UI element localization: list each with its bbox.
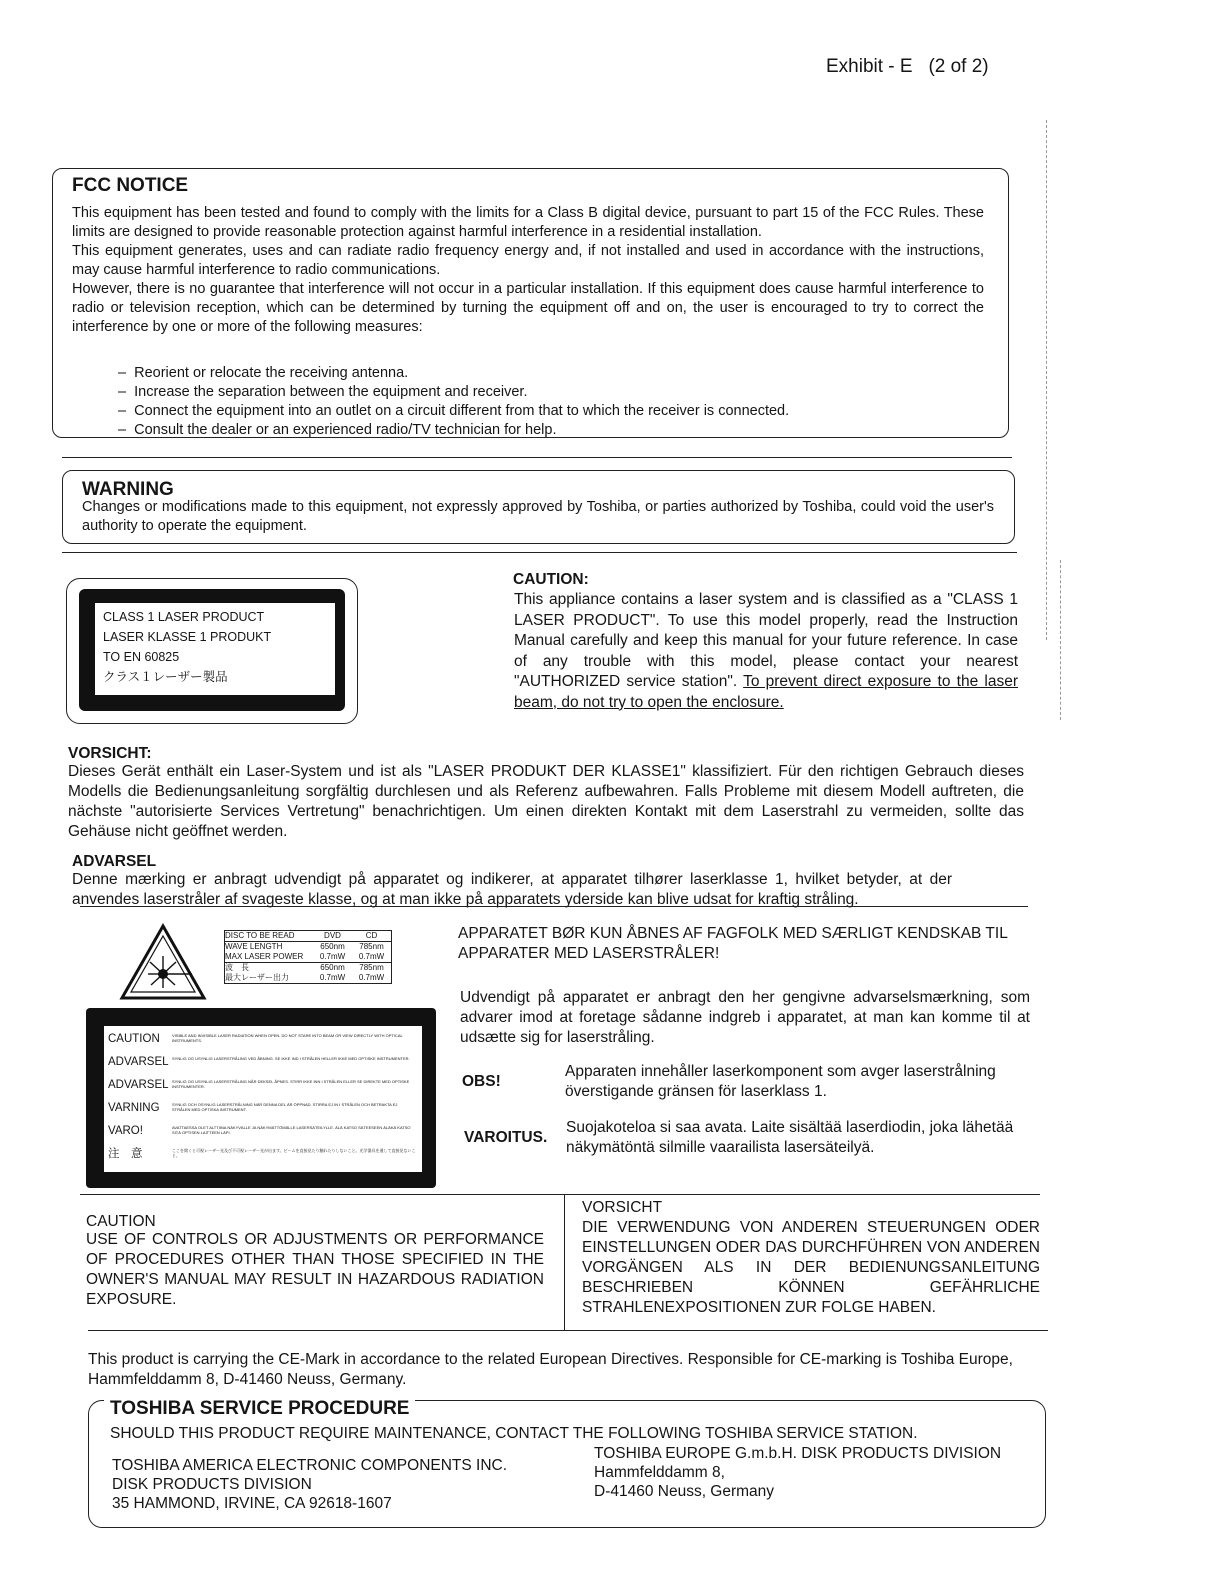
ce-mark-text: This product is carrying the CE-Mark in accordance to the related European Directives. Responsible for CE-marking is Toshiba Europe, Hammfelddamm 8, D-41460 Neuss, Germany.	[88, 1351, 1013, 1388]
exhibit-header	[826, 56, 989, 78]
warning-label-text: AVATTAESSA OLET ALTTIINA NÄKYVÄLLE JA NÄKYMÄTTÖMÄLLE LASERSÄTEILYLLE. ÄLÄ KATSO SÄTEESEEN ÄLÄKÄ KATSO SITÄ OPTISEN LAITTEEN LÄPI.	[172, 1125, 411, 1135]
table-cell: 0.7mW	[358, 952, 385, 961]
list-item: – Increase the separation between the equipment and receiver.	[118, 383, 978, 402]
warning-label-language: VARNING	[108, 1102, 160, 1114]
advarsel-heading: ADVARSEL	[72, 853, 157, 870]
service-address-america	[112, 1456, 552, 1513]
fcc-notice-title: FCC NOTICE	[66, 175, 194, 197]
table-cell: WAVE LENGTH	[225, 942, 283, 951]
table-row	[225, 931, 391, 942]
laser-label-line: CLASS 1 LASER PRODUCT	[103, 610, 265, 624]
multilingual-warning-label	[86, 1008, 436, 1188]
address-line: Hammfelddamm 8,	[594, 1464, 725, 1481]
caution-text: This appliance contains a laser system and is classified as a "CLASS 1 LASER PRODUCT". To use this model properly, read the Instruction Manual carefully and keep this manual for your future reference. In case of any trouble with this model, please contact your nearest "AUTHORIZED service station".	[514, 591, 1018, 690]
table-header: DVD	[324, 931, 341, 940]
laser-label-plate	[79, 589, 345, 711]
warning-label-language: VARO!	[108, 1125, 143, 1137]
service-address-europe	[594, 1444, 1034, 1501]
vorsicht-controls-text: DIE VERWENDUNG VON ANDEREN STEUERUNGEN ODER EINSTELLUNGEN ODER DAS DURCHFÜHREN VON ANDEREN VORGÄNGEN ALS IN DER BEDIENUNGSANLEITUNG BESCHRIEBEN KÖNNEN GEFÄHRLICHE STRAHLENEXPOSITIONEN ZUR FOLGE HABEN.	[582, 1219, 1040, 1316]
table-cell: 650nm	[320, 963, 345, 972]
divider	[88, 1330, 1048, 1331]
warning-label-text: VISIBLE AND INVISIBLE LASER RADIATION WHEN OPEN. DO NOT STARE INTO BEAM OR VIEW DIRECTLY WITH OPTICAL INSTRUMENTS.	[172, 1033, 403, 1043]
warning-label-row	[108, 1051, 422, 1074]
divider	[80, 1194, 1040, 1195]
advarsel-text: Denne mærking er anbragt udvendigt på apparatet og indikerer, at apparatet tilhører laserklasse 1, hvilket betyder, at der anvendes laserstråler af svageste klasse, og at man ikke på apparatets yderside kan blive udsat for kraftig stråling.	[72, 871, 952, 908]
address-line: D-41460 Neuss, Germany	[594, 1483, 775, 1500]
nordic-danish-text: Udvendigt på apparatet er anbragt den her gengivne advarselsmærkning, som advarer imod at foretage sådanne indgreb i apparatet, at man kan komme til at udsætte sig for laserstråling.	[460, 989, 1030, 1046]
nordic-heading: APPARATET BØR KUN ÅBNES AF FAGFOLK MED SÆRLIGT KENDSKAB TIL APPARATER MED LASERSTRÅLER!	[458, 925, 1008, 962]
warning-label-text: ここを開くと可視レーザー光及び不可視レーザー光が出ます。ビームを直接見たり触れたりしないこと。光学器具を通して直接見ないこと。	[172, 1148, 416, 1158]
caution-text-block	[514, 590, 1018, 713]
warning-label-row	[108, 1028, 422, 1051]
fcc-paragraph: This equipment has been tested and found to comply with the limits for a Class B digital device, pursuant to part 15 of the FCC Rules. These limits are designed to provide reasonable protection against harmful interference in a residential installation.	[72, 205, 984, 240]
fcc-measures-list	[118, 364, 978, 440]
service-procedure-title: TOSHIBA SERVICE PROCEDURE	[104, 1398, 415, 1420]
caution-controls-heading: CAUTION	[86, 1213, 156, 1230]
list-item: – Reorient or relocate the receiving antenna.	[118, 364, 978, 383]
obs-text: Apparaten innehåller laserkomponent som avger laserstrålning överstigande gränsen för laserklass 1.	[565, 1063, 996, 1100]
class1-laser-label	[66, 578, 358, 724]
warning-label-language: ADVARSEL	[108, 1056, 169, 1068]
table-cell: 785nm	[359, 942, 384, 951]
column-divider	[564, 1194, 565, 1330]
list-item: – Consult the dealer or an experienced radio/TV technician for help.	[118, 421, 978, 440]
table-cell: 最大レーザー出力	[225, 973, 289, 982]
laser-hazard-icon	[118, 922, 208, 1002]
divider	[62, 457, 1012, 458]
table-cell: 0.7mW	[358, 973, 385, 982]
caution-underlined-text: To prevent direct exposure to the laser beam, do not try to open the enclosure.	[514, 673, 1018, 711]
table-cell: 650nm	[320, 942, 345, 951]
fcc-paragraph: However, there is no guarantee that interference will not occur in a particular installation. If this equipment does cause harmful interference to radio or television reception, which can be determined by turning the equipment off and on, the user is encouraged to try to correct the interference by one or more of the following measures:	[72, 281, 984, 335]
varoitus-text: Suojakoteloa si saa avata. Laite sisältää laserdiodin, joka lähetää näkymätöntä silmille vaarailista lasersäteilyä.	[566, 1119, 1014, 1156]
table-header: CD	[365, 931, 378, 940]
table-cell: 波 長	[225, 963, 249, 972]
list-item: – Connect the equipment into an outlet on a circuit different from that to which the receiver is connected.	[118, 402, 978, 421]
table-cell: 785nm	[359, 963, 384, 972]
address-line: TOSHIBA AMERICA ELECTRONIC COMPONENTS INC.	[112, 1457, 508, 1474]
fcc-paragraph: This equipment generates, uses and can radiate radio frequency energy and, if not installed and used in accordance with the instructions, may cause harmful interference to radio communications.	[72, 243, 984, 278]
warning-label-language: CAUTION	[108, 1033, 160, 1045]
divider	[62, 552, 1017, 553]
warning-label-language: 注 意	[108, 1148, 143, 1160]
warning-label-text: SYNLIG OG USYNLIG LASERSTRÅLING NÅR DEKSEL ÅPNES. STIRR IKKE INN I STRÅLEN ELLER SE DIREKTE MED OPTISKE INSTRUMENTER.	[172, 1079, 410, 1089]
divider	[80, 906, 1028, 907]
table-cell: 0.7mW	[319, 973, 346, 982]
caution-controls-text: USE OF CONTROLS OR ADJUSTMENTS OR PERFORMANCE OF PROCEDURES OTHER THAN THOSE SPECIFIED IN THE OWNER'S MANUAL MAY RESULT IN HAZARDOUS RADIATION EXPOSURE.	[86, 1231, 544, 1308]
scan-margin-mark	[1060, 560, 1061, 720]
service-intro: SHOULD THIS PRODUCT REQUIRE MAINTENANCE, CONTACT THE FOLLOWING TOSHIBA SERVICE STATION.	[110, 1425, 918, 1442]
warning-text: Changes or modifications made to this equipment, not expressly approved by Toshiba, or parties authorized by Toshiba, could void the user's authority to operate the equipment.	[82, 499, 994, 534]
address-line: DISK PRODUCTS DIVISION	[112, 1476, 312, 1493]
warning-label-panel	[104, 1026, 422, 1172]
scan-margin-mark	[1046, 120, 1047, 640]
warning-label-text: SYNLIG OG USYNLIG LASERSTRÅLING VED ÅBNING. SE IKKE IND I STRÅLEN HELLER IKKE MED OPTISKE INSTRUMENTER.	[172, 1056, 410, 1061]
vorsicht-text: Dieses Gerät enthält ein Laser-System und ist als "LASER PRODUKT DER KLASSE1" klassifiziert. Für den richtigen Gebrauch dieses Modells die Bedienungsanleitung sorgfältig durchlesen und als Referenz aufbewahren. Falls Probleme mit diesem Modell auftreten, die nächste "autorisierte Services Vertretung" benachrichtigen. Um einen direkten Kontakt mit dem Laserstrahl zu vermeiden, sollte das Gehäuse nicht geöffnet werden.	[68, 763, 1024, 840]
vorsicht-heading: VORSICHT:	[68, 745, 152, 762]
laser-label-line: TO EN 60825	[103, 650, 180, 664]
table-cell: 0.7mW	[319, 952, 346, 961]
table-header: DISC TO BE READ	[225, 931, 295, 940]
laser-label-line: クラス１レーザー製品	[103, 670, 228, 684]
warning-label-row	[108, 1143, 422, 1166]
warning-label-language: ADVARSEL	[108, 1079, 169, 1091]
warning-label-row	[108, 1097, 422, 1120]
table-row	[225, 942, 391, 952]
warning-label-row	[108, 1074, 422, 1097]
table-row	[225, 973, 391, 983]
table-cell: MAX LASER POWER	[225, 952, 304, 961]
varoitus-label: VAROITUS.	[464, 1129, 548, 1146]
address-line: TOSHIBA EUROPE G.m.b.H. DISK PRODUCTS DIVISION	[594, 1445, 1002, 1462]
exhibit-label: Exhibit - E	[826, 56, 913, 77]
obs-label: OBS!	[462, 1073, 501, 1090]
disc-spec-table	[224, 930, 392, 984]
warning-label-row	[108, 1120, 422, 1143]
exhibit-page: (2 of 2)	[928, 56, 989, 77]
table-row	[225, 963, 391, 973]
warning-title: WARNING	[76, 479, 180, 501]
laser-label-panel	[95, 603, 335, 695]
laser-label-line: LASER KLASSE 1 PRODUKT	[103, 630, 272, 644]
vorsicht-controls-heading: VORSICHT	[582, 1199, 663, 1216]
caution-heading: CAUTION:	[513, 571, 589, 588]
address-line: 35 HAMMOND, IRVINE, CA 92618-1607	[112, 1495, 392, 1512]
fcc-notice-body	[72, 204, 984, 337]
table-row	[225, 952, 391, 963]
warning-label-text: SYNLIG OCH OSYNLIG LASERSTRÅLNING NÄR DENNA DEL ÄR ÖPPNAD. STIRRA EJ IN I STRÅLEN OCH BETRAKTA EJ STRÅLEN MED OPTISKA INSTRUMENT.	[172, 1102, 398, 1112]
